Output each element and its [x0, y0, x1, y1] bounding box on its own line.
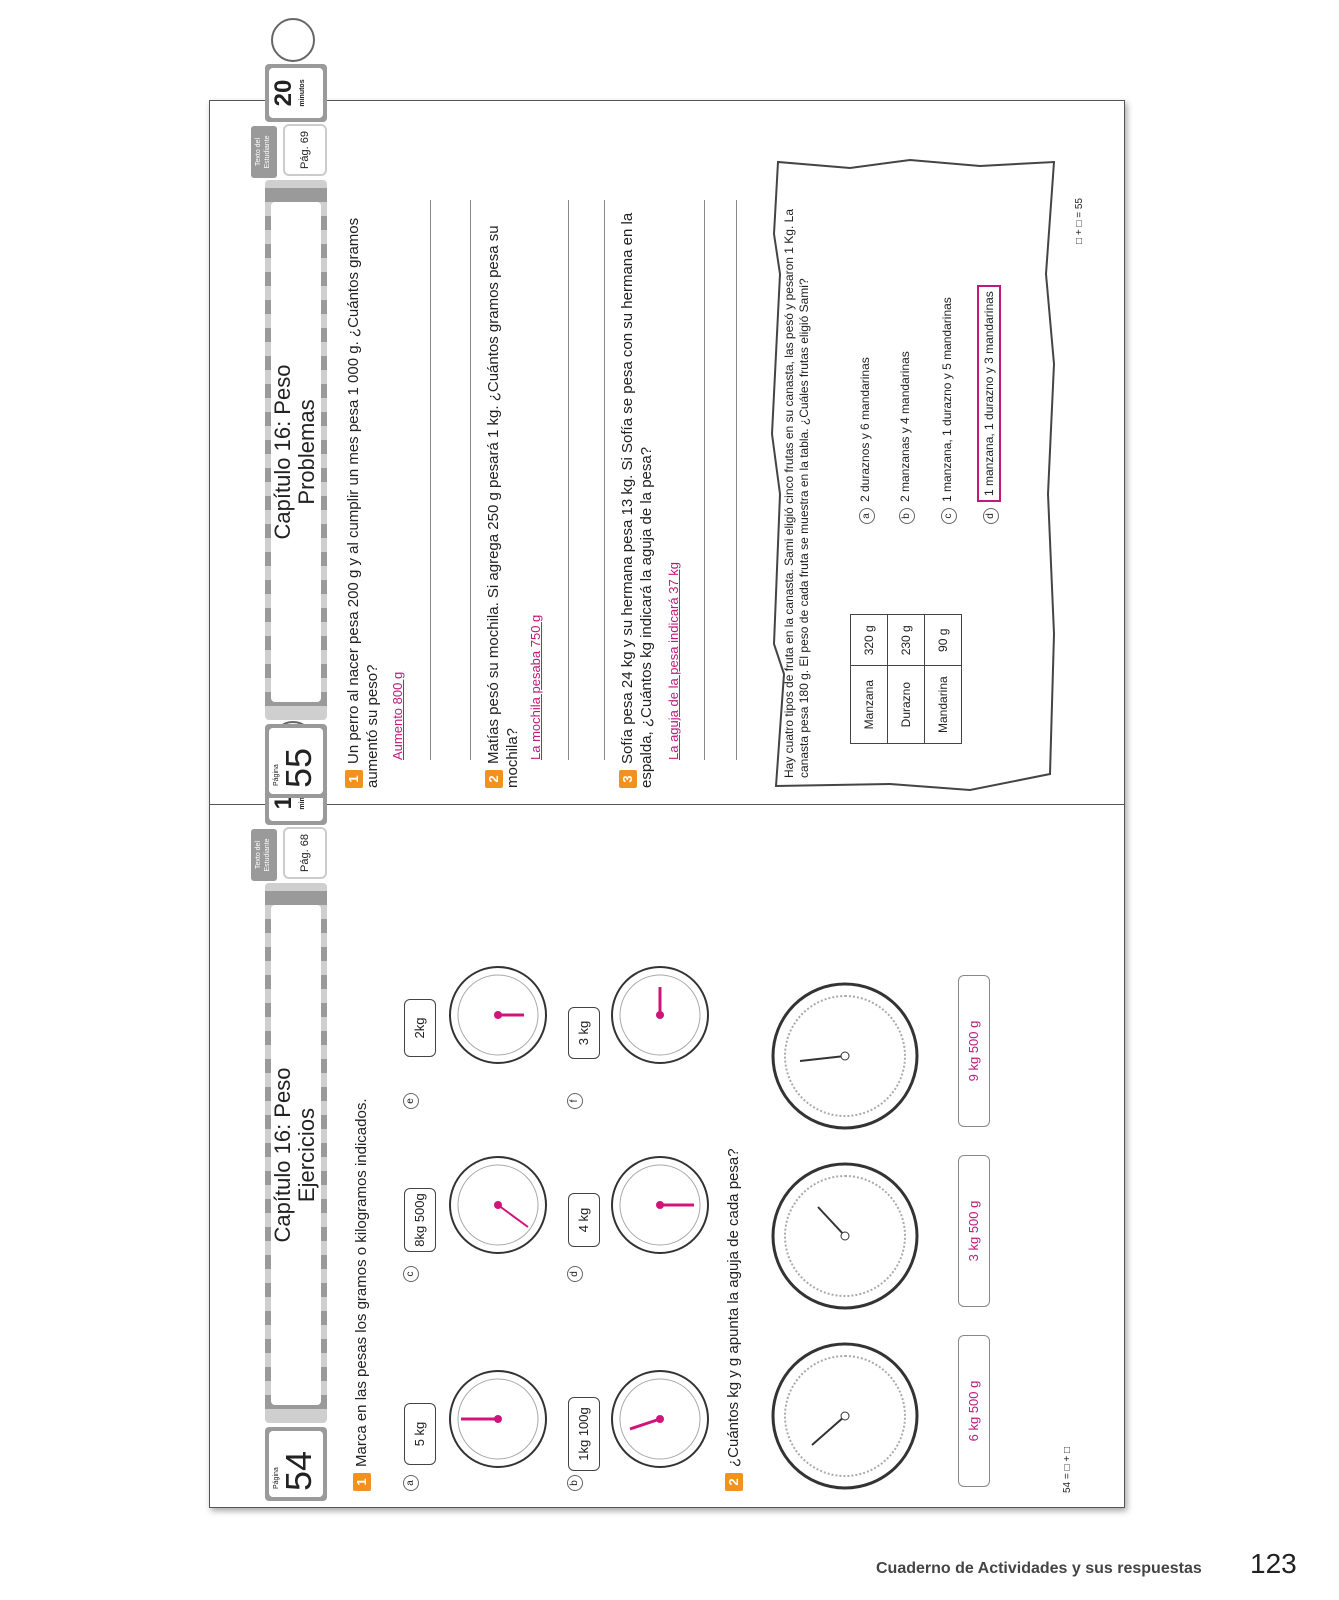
- page-number-box: [265, 1427, 327, 1501]
- scale-dial-f[interactable]: [608, 963, 712, 1067]
- option-b[interactable]: b2 manzanas y 4 mandarinas: [898, 351, 915, 524]
- chapter-subtitle: Ejercicios: [294, 1107, 319, 1203]
- textbook-reference: [255, 825, 327, 885]
- scale-label-d: 4 kg: [568, 1193, 600, 1247]
- page-label: Página: [273, 764, 280, 786]
- answer-1: Aumento 800 g: [390, 671, 405, 760]
- item-e: e: [402, 1087, 419, 1109]
- page-55: [210, 79, 1124, 804]
- question-1: 1Un perro al nacer pesa 200 g y al cumplir un mes pesa 1 000 g. ¿Cuántos gramos aumentó su peso?: [345, 217, 381, 788]
- answer-2: La mochila pesaba 750 g: [528, 614, 543, 760]
- page-label: Página: [273, 1467, 280, 1489]
- scale-large-3: [770, 981, 920, 1131]
- item-d: d: [566, 1260, 583, 1282]
- page-equation: 54 = □ + □: [1062, 1447, 1073, 1493]
- open-workbook: [209, 79, 1125, 1508]
- page-number-box: [265, 724, 327, 798]
- chapter-title: Capítulo 16: Peso: [270, 1067, 295, 1243]
- scale-dial-b[interactable]: [608, 1367, 712, 1471]
- scale-large-2: [770, 1161, 920, 1311]
- timer-box: [265, 64, 327, 122]
- scale-label-f: 3 kg: [568, 1007, 600, 1059]
- book-icon: Texto del Estudiante: [251, 126, 277, 178]
- item-c: c: [402, 1260, 419, 1282]
- title-box: [271, 202, 321, 702]
- item-a: a: [402, 1469, 419, 1491]
- book-footer-title: Cuaderno de Actividades y sus respuestas: [876, 1560, 1202, 1577]
- page-equation: □ + □ = 55: [1074, 198, 1085, 244]
- page-54: [210, 804, 1124, 1507]
- chapter-title: Capítulo 16: Peso: [270, 364, 295, 540]
- question-number: 2: [725, 1473, 743, 1491]
- textbook-reference: [255, 122, 327, 182]
- textbook-page: Pág. 69: [283, 124, 327, 176]
- book-icon: Texto del Estudiante: [251, 829, 277, 881]
- answer-line: [736, 200, 737, 760]
- scale-label-b: 1kg 100g: [568, 1397, 600, 1471]
- scale-label-a: 5 kg: [404, 1403, 436, 1465]
- book-page-number: 123: [1250, 1548, 1297, 1579]
- option-d-correct[interactable]: d1 manzana, 1 durazno y 3 mandarinas: [982, 285, 999, 524]
- scale-dial-e[interactable]: [446, 963, 550, 1067]
- correct-answer-highlight: 1 manzana, 1 durazno y 3 mandarinas: [977, 285, 1001, 502]
- fruit-weight-table: Manzana 320 g Durazno 230 g Mandarina 90 g: [850, 614, 962, 744]
- scale-dial-c[interactable]: [446, 1153, 550, 1257]
- question-text: ¿Cuántos kg y g apunta la aguja de cada pesa?: [725, 1148, 742, 1467]
- scale-label-e: 2kg: [404, 999, 436, 1057]
- question-2: 2Matías pesó su mochila. Si agrega 250 g pesará 1 kg. ¿Cuántos gramos pesa su mochila?: [485, 225, 521, 788]
- option-c[interactable]: c1 manzana, 1 durazno y 5 mandarinas: [940, 297, 957, 524]
- answer-line: [604, 200, 605, 760]
- scale-label-c: 8kg 500g: [404, 1188, 436, 1252]
- alarm-clock-icon: [271, 18, 315, 62]
- scale-dial-d[interactable]: [608, 1153, 712, 1257]
- answer-box-2: 3 kg 500 g: [958, 1155, 990, 1307]
- page-55-header: [255, 79, 327, 798]
- title-box: [271, 905, 321, 1405]
- question-number: 1: [353, 1473, 371, 1491]
- answer-line: [430, 200, 431, 760]
- scale-large-1: [770, 1341, 920, 1491]
- item-f: f: [566, 1087, 583, 1109]
- option-a[interactable]: a2 duraznos y 6 mandarinas: [858, 357, 875, 524]
- answer-line: [704, 200, 705, 760]
- scale-dial-a[interactable]: [446, 1367, 550, 1471]
- challenge-text: Hay cuatro tipos de fruta en la canasta. Sami eligió cinco frutas en su canasta, las pesó y pesaron 1 Kg. La canasta pesa 180 g. El peso de cada fruta se muestra en la tabla. ¿Cuáles frutas eligió Sami?: [782, 209, 811, 778]
- answer-box-1: 6 kg 500 g: [958, 1335, 990, 1487]
- page-number: 55: [278, 747, 319, 788]
- item-b: b: [566, 1469, 583, 1491]
- question-3: 3Sofía pesa 24 kg y su hermana pesa 13 kg. Si Sofía se pesa con su hermana en la espalda, ¿Cuántos kg indicará la aguja de la pesa?: [619, 212, 655, 788]
- answer-3: La aguja de la pesa indicará 37 kg: [666, 561, 681, 760]
- answer-box-3: 9 kg 500 g: [958, 975, 990, 1127]
- question-text: Marca en las pesas los gramos o kilogramos indicados.: [353, 1098, 370, 1467]
- question-2: [724, 1148, 743, 1491]
- chapter-subtitle: Problemas: [294, 399, 319, 505]
- answer-line: [568, 200, 569, 760]
- textbook-page: Pág. 68: [283, 827, 327, 879]
- page-number: 54: [278, 1450, 319, 1491]
- timer-minutes: 20: [270, 79, 297, 107]
- page-54-header: [255, 811, 327, 1501]
- answer-line: [470, 200, 471, 760]
- timer-unit: minutos: [299, 79, 306, 107]
- question-1: [352, 1098, 371, 1491]
